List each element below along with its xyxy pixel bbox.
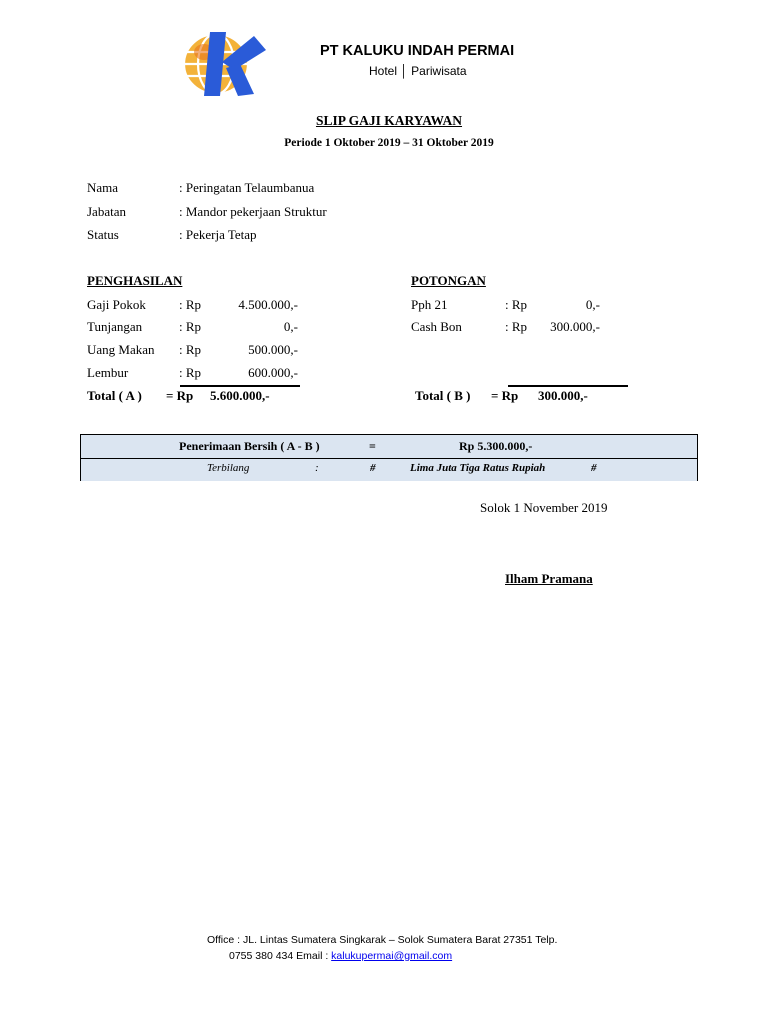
net-pay-row [81,435,697,459]
deduction-label-tax: Pph 21 [411,297,448,312]
income-label-meal: Uang Makan [87,342,155,357]
deduction-amount-tax: 0,- [585,297,600,312]
signature-place-date: Solok 1 November 2019 [480,500,608,515]
slip-title: SLIP GAJI KARYAWAN [315,113,463,128]
income-amount-meal: 500.000,- [248,342,298,357]
spelled-value: Lima Juta Tiga Ratus Rupiah [410,462,546,474]
deductions-heading: POTONGAN [411,273,486,288]
income-heading: PENGHASILAN [87,273,183,288]
name-label: Nama [87,180,119,195]
income-currency-allowance: : Rp [179,319,202,334]
company-subtitle: Hotel │ Pariwisata [369,64,467,78]
net-pay-equals: = [369,439,376,453]
income-currency-meal: : Rp [179,342,202,357]
footer-email-link[interactable]: kalukupermai@gmail.com [331,950,453,962]
footer-phone-email-prefix: 0755 380 434 Email : [229,950,332,962]
name-value: : Peringatan Telaumbanua [179,180,315,195]
spelled-amount-row [81,459,697,481]
income-currency-basic-salary: : Rp [179,297,202,312]
slip-period: Periode 1 Oktober 2019 – 31 Oktober 2019 [284,137,494,149]
spelled-hash-close: # [591,462,597,474]
spelled-hash-open: # [370,462,376,474]
company-name: PT KALUKU INDAH PERMAI [320,43,515,59]
spelled-colon: : [315,462,319,474]
income-amount-overtime: 600.000,- [248,365,298,380]
income-amount-allowance: 0,- [283,319,298,334]
net-pay-box [80,434,698,481]
footer-address: Office : JL. Lintas Sumatera Singkarak – Solok Sumatera Barat 27351 Telp. [207,934,558,946]
company-logo [180,28,270,98]
spelled-label: Terbilang [207,462,250,474]
position-label: Jabatan [87,204,126,219]
deductions-total-currency: = Rp [491,388,519,403]
status-label: Status [87,227,119,242]
signatory-name: Ilham Pramana [505,571,593,586]
footer-contact [229,950,452,962]
status-value: : Pekerja Tetap [179,227,257,242]
income-amount-basic-salary: 4.500.000,- [238,297,298,312]
income-label-overtime: Lembur [87,365,129,380]
net-pay-amount: Rp 5.300.000,- [459,439,533,453]
deduction-label-cash-bon: Cash Bon [411,319,462,334]
income-label-allowance: Tunjangan [87,319,143,334]
deductions-total-label: Total ( B ) [415,388,471,403]
deduction-currency-tax: : Rp [505,297,528,312]
position-value: : Mandor pekerjaan Struktur [179,204,327,219]
deductions-total-rule [508,385,628,387]
income-currency-overtime: : Rp [179,365,202,380]
net-pay-label: Penerimaan Bersih ( A - B ) [179,439,320,453]
deduction-currency-cash-bon: : Rp [505,319,528,334]
deduction-amount-cash-bon: 300.000,- [550,319,600,334]
income-total-label: Total ( A ) [87,388,142,403]
income-total-rule [180,385,300,387]
income-total-currency: = Rp [166,388,194,403]
deductions-total-amount: 300.000,- [538,388,588,403]
income-total-amount: 5.600.000,- [210,388,270,403]
income-label-basic-salary: Gaji Pokok [87,297,146,312]
